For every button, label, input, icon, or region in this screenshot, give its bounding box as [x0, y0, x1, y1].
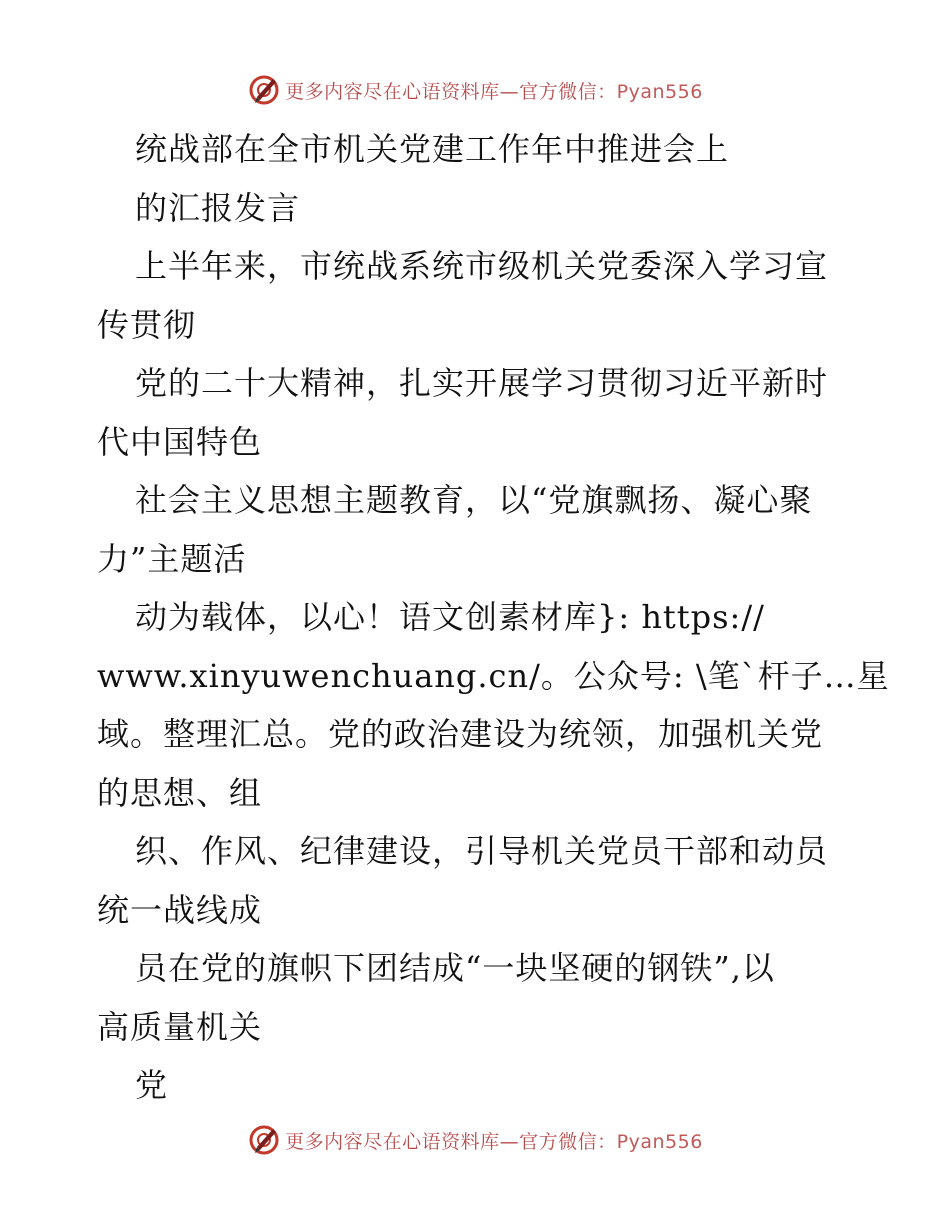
text-line: 统一战线成 — [97, 890, 263, 929]
text-line: 员在党的旗帜下团结成“一块坚硬的钢铁”,以 — [135, 949, 775, 987]
footer-wechat-id: Pyan556 — [616, 1130, 703, 1153]
text-line: 党 — [135, 1066, 169, 1104]
text-line: 高质量机关 — [97, 1007, 263, 1046]
text-line: 社会主义思想主题教育，以“党旗飘扬、凝心聚 — [135, 481, 813, 519]
text-line: 织、作风、纪律建设，引导机关党员干部和动员 — [135, 832, 829, 870]
pen-logo-icon — [247, 73, 281, 107]
text-line: 党的二十大精神，扎实开展学习贯彻习近平新时 — [135, 364, 829, 402]
text-line: 力”主题活 — [97, 539, 247, 578]
footer-banner — [0, 1120, 950, 1160]
footer-banner-label: 更多内容尽在心语资料库—官方微信： — [285, 1130, 617, 1153]
header-banner-text — [285, 77, 703, 104]
text-line: 动为载体，以心！语文创素材库}: https:// — [135, 598, 765, 636]
pen-logo-icon — [247, 1123, 281, 1157]
document-body — [97, 120, 890, 1115]
text-line: 域。整理汇总。党的政治建设为统领，加强机关党 — [97, 715, 824, 753]
text-line: 代中国特色 — [97, 422, 263, 461]
text-line: 传贯彻 — [97, 305, 197, 344]
text-line: 上半年来，市统战系统市级机关党委深入学习宣 — [135, 247, 829, 285]
text-line: 的思想、组 — [97, 773, 263, 812]
header-banner-label: 更多内容尽在心语资料库—官方微信： — [285, 80, 617, 103]
footer-banner-text — [285, 1127, 703, 1154]
header-banner — [0, 70, 950, 110]
text-line: 的汇报发言 — [135, 188, 301, 227]
text-line: 统战部在全市机关党建工作年中推进会上 — [135, 130, 730, 168]
text-line: www.xinyuwenchuang.cn/。公众号: \笔`杆子…星 — [97, 656, 890, 695]
header-wechat-id: Pyan556 — [616, 80, 703, 103]
